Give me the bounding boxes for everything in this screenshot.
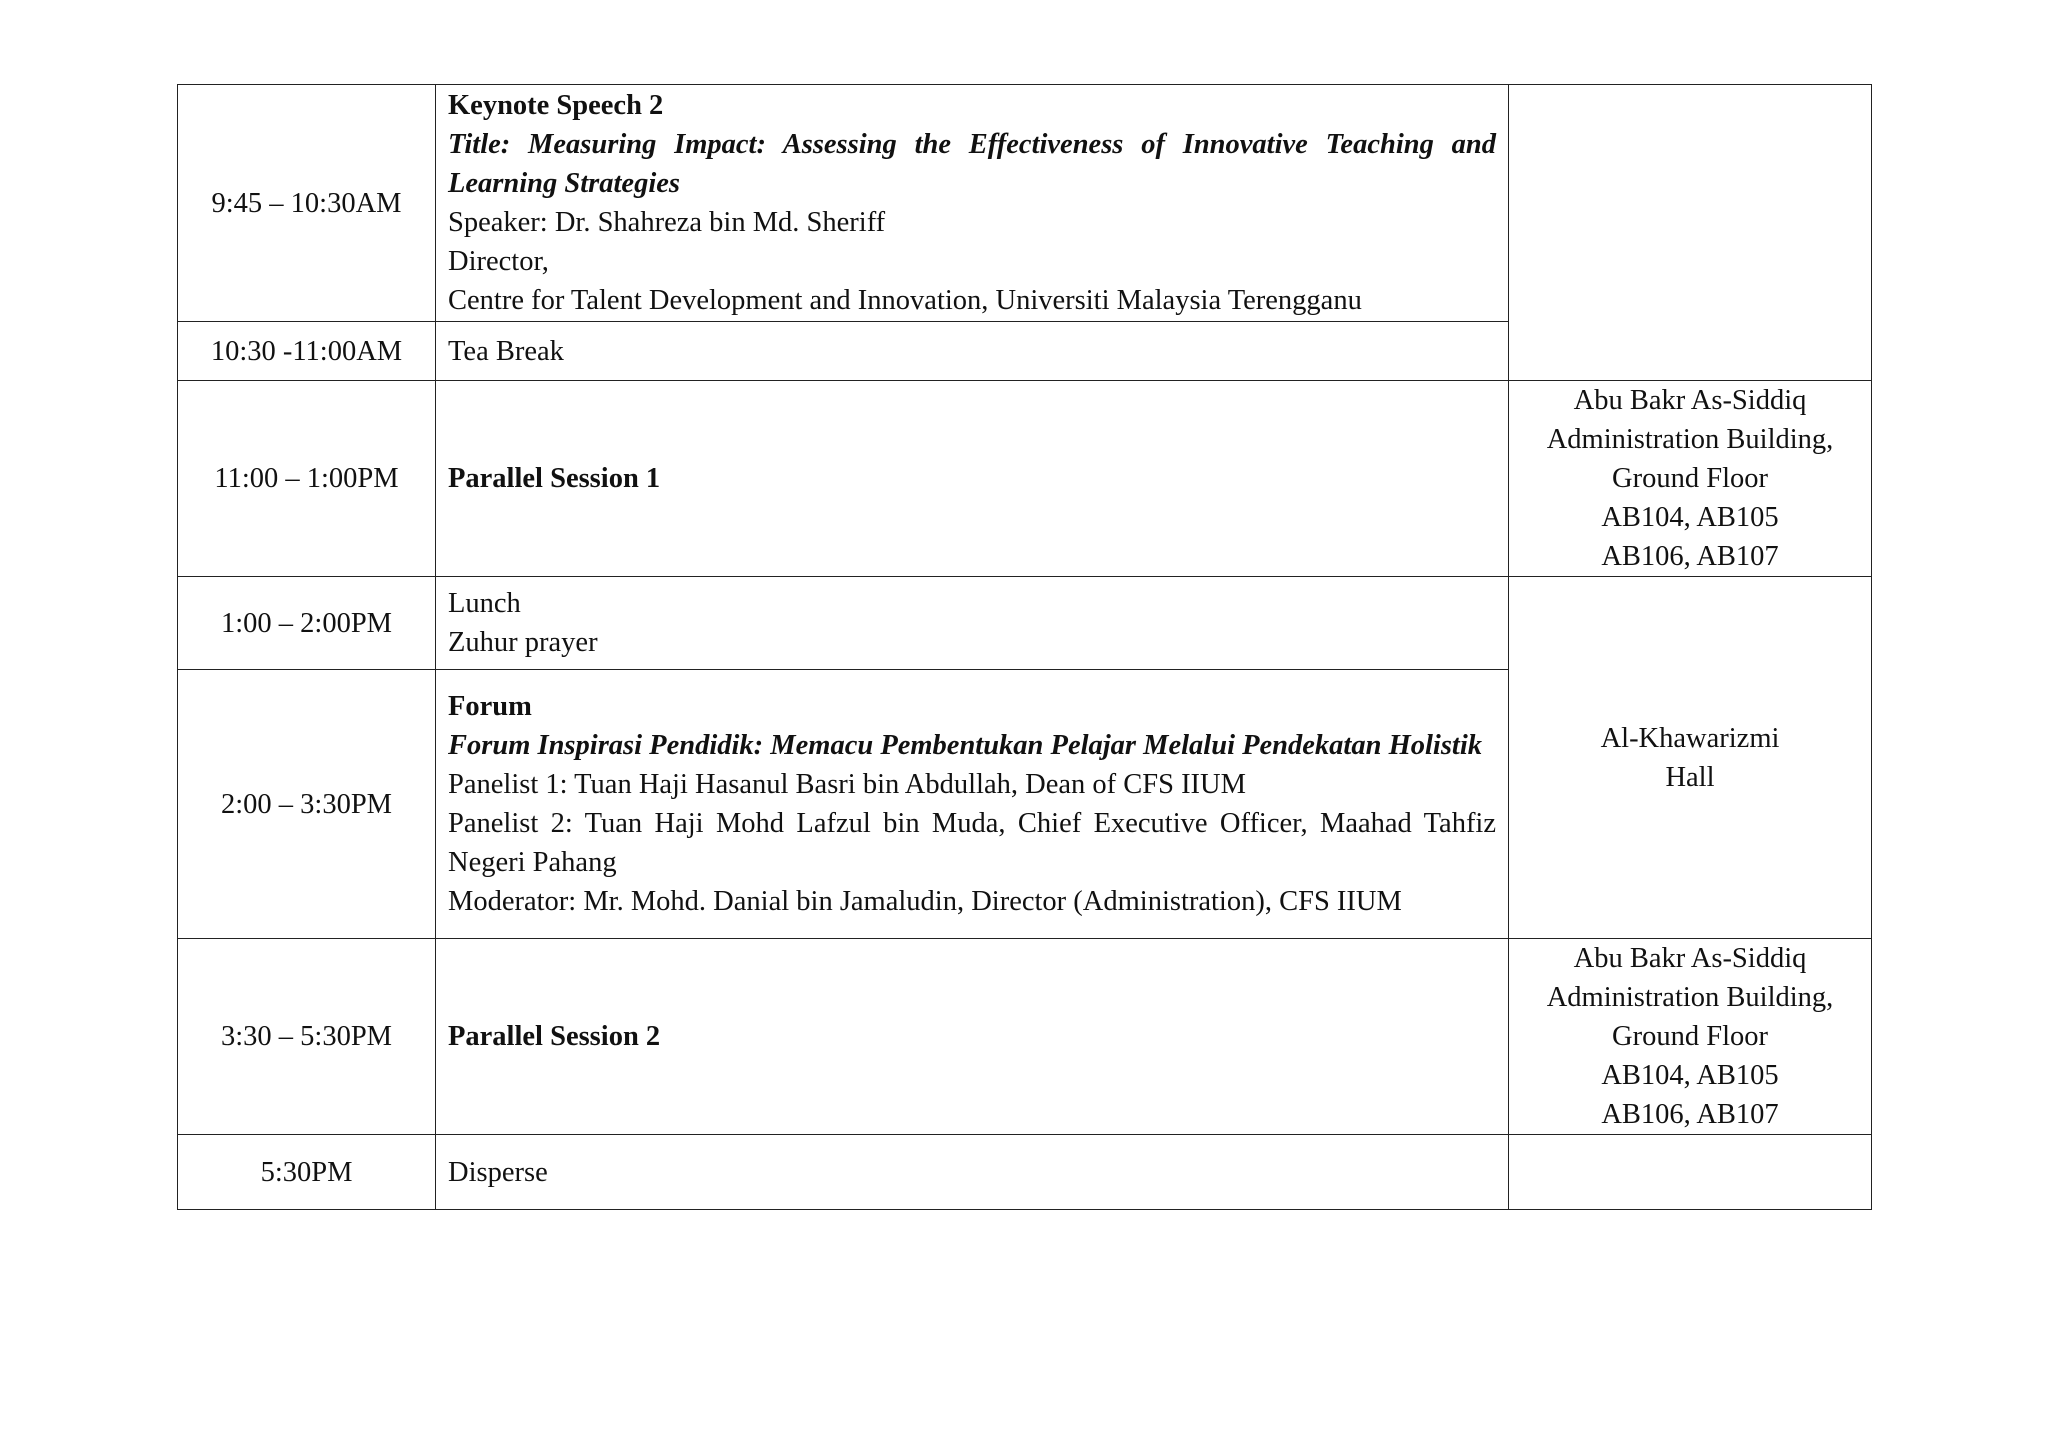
keynote-role: Director, — [448, 246, 549, 277]
venue-cell — [1509, 939, 1872, 1135]
time-label: 5:30PM — [260, 1156, 353, 1188]
keynote-organization: Centre for Talent Development and Innovation, Universiti Malaysia Terengganu — [448, 285, 1362, 316]
venue-line: Hall — [1665, 761, 1715, 793]
venue-line: Administration Building, — [1546, 982, 1834, 1013]
activity-cell — [436, 85, 1509, 322]
time-cell — [178, 670, 436, 939]
activity-label: Tea Break — [448, 335, 564, 367]
keynote-speaker: Speaker: Dr. Shahreza bin Md. Sheriff — [448, 207, 886, 238]
venue-line: Ground Floor — [1612, 1021, 1768, 1052]
venue-line: AB104, AB105 — [1601, 502, 1779, 533]
activity-label: Disperse — [448, 1156, 548, 1188]
activity-cell — [436, 670, 1509, 939]
forum-heading: Forum — [448, 691, 532, 722]
venue-line: Abu Bakr As-Siddiq — [1573, 385, 1807, 416]
time-label: 2:00 – 3:30PM — [220, 788, 393, 820]
time-cell — [178, 85, 436, 322]
time-label: 3:30 – 5:30PM — [220, 1021, 393, 1052]
activity-label: Parallel Session 1 — [448, 463, 661, 494]
time-label: 11:00 – 1:00PM — [214, 463, 399, 494]
table-row — [178, 381, 1872, 577]
forum-title: Forum Inspirasi Pendidik: Memacu Pembentukan Pelajar Melalui Pendekatan Holistik — [448, 730, 1483, 761]
venue-line: AB106, AB107 — [1601, 541, 1779, 572]
activity-cell — [436, 939, 1509, 1135]
time-cell — [178, 381, 436, 577]
time-label: 1:00 – 2:00PM — [220, 607, 393, 639]
activity-label: Lunch — [448, 588, 521, 619]
keynote-title: Title: Measuring Impact: Assessing the Effectiveness of Innovative Teaching and Learning Strategies — [448, 129, 1496, 199]
activity-label: Parallel Session 2 — [448, 1021, 661, 1052]
venue-line: Administration Building, — [1546, 424, 1834, 455]
venue-line: Ground Floor — [1612, 463, 1768, 494]
venue-cell — [1509, 577, 1872, 939]
keynote-heading: Keynote Speech 2 — [448, 90, 664, 121]
forum-panelist-1: Panelist 1: Tuan Haji Hasanul Basri bin Abdullah, Dean of CFS IIUM — [448, 769, 1246, 800]
table-row — [178, 85, 1872, 322]
table-row — [178, 939, 1872, 1135]
activity-cell — [436, 322, 1509, 381]
venue-cell — [1509, 1135, 1872, 1210]
forum-moderator: Moderator: Mr. Mohd. Danial bin Jamaludin, Director (Administration), CFS IIUM — [448, 886, 1402, 917]
table-row — [178, 577, 1872, 670]
time-cell — [178, 939, 436, 1135]
table-row — [178, 1135, 1872, 1210]
activity-cell — [436, 381, 1509, 577]
venue-line: AB106, AB107 — [1601, 1099, 1779, 1130]
venue-line: Al-Khawarizmi — [1600, 722, 1780, 754]
activity-cell — [436, 577, 1509, 670]
programme-schedule-table — [177, 84, 1872, 1210]
venue-line: AB104, AB105 — [1601, 1060, 1779, 1091]
venue-cell — [1509, 381, 1872, 577]
time-cell — [178, 577, 436, 670]
time-cell — [178, 1135, 436, 1210]
venue-cell — [1509, 85, 1872, 381]
time-label: 10:30 -11:00AM — [210, 335, 403, 367]
activity-cell — [436, 1135, 1509, 1210]
time-label: 9:45 – 10:30AM — [211, 187, 402, 219]
activity-label: Zuhur prayer — [448, 627, 598, 658]
time-cell — [178, 322, 436, 381]
forum-panelist-2: Panelist 2: Tuan Haji Mohd Lafzul bin Muda, Chief Executive Officer, Maahad Tahfiz Negeri Pahang — [448, 808, 1496, 878]
venue-line: Abu Bakr As-Siddiq — [1573, 943, 1807, 974]
